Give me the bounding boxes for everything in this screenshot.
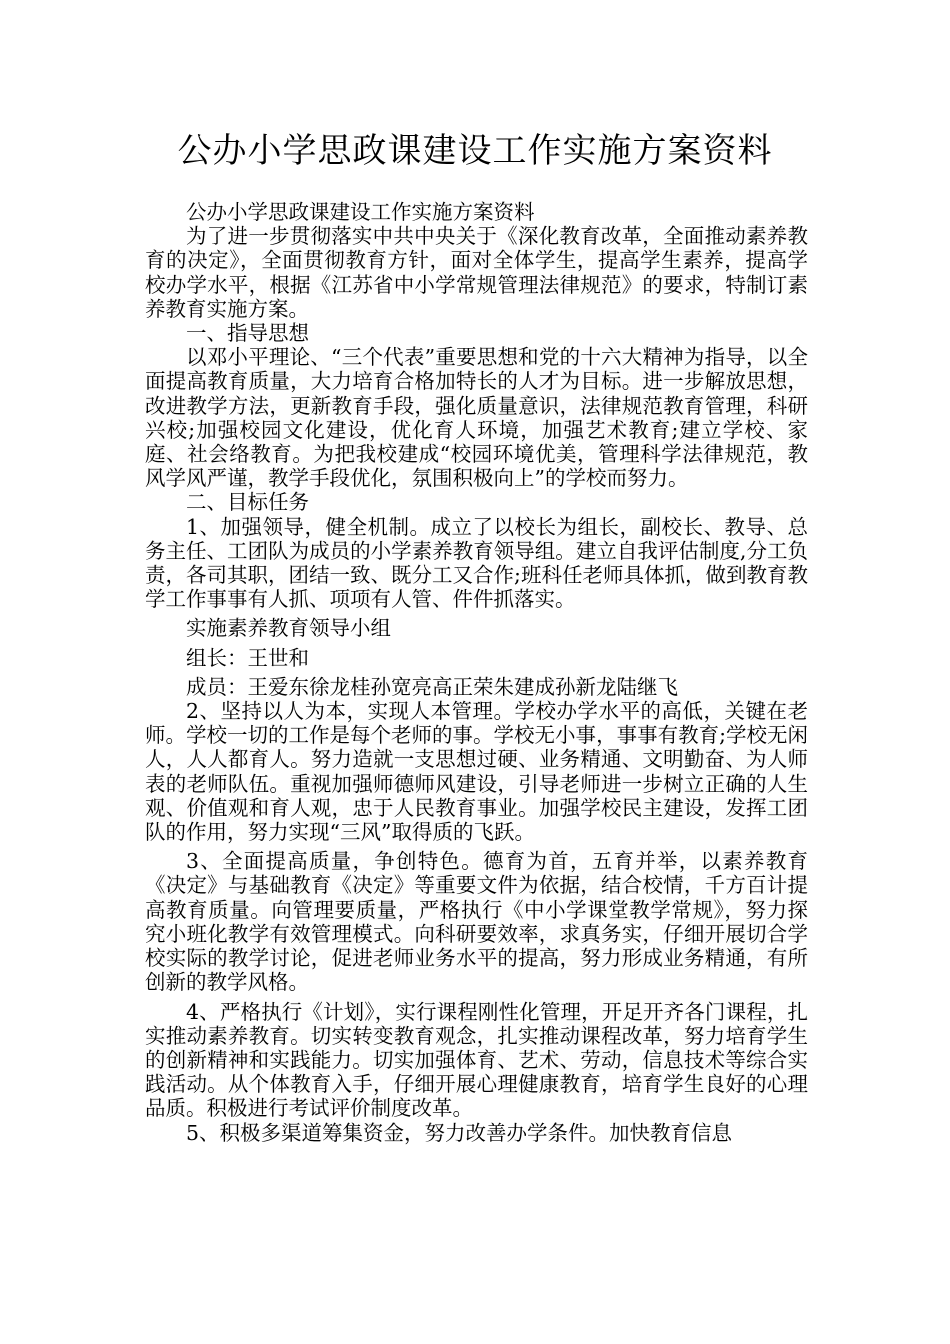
body-paragraph-item-2: 2、坚持以人为本，实现人本管理。学校办学水平的高低，关键在老师。学校一切的工作是每个老师的事。学校无小事，事事有教育;学校无闲人，人人都育人。努力造就一支思想过硬、业务精通、文明勤奋、为人师表的老师队伍。重视加强师德师风建设，引导老师进一步树立正确的人生观、价值观和育人观，忠于人民教育事业。加强学校民主建设，发挥工团队的作用，努力实现“三风”取得质的飞跃。 <box>145 699 808 845</box>
body-paragraph-item-4: 4、严格执行《计划》，实行课程刚性化管理，开足开齐各门课程，扎实推动素养教育。切实转变教育观念，扎实推动课程改革，努力培育学生的创新精神和实践能力。切实加强体育、艺术、劳动，信息技术等综合实践活动。从个体教育入手，仔细开展心理健康教育，培育学生良好的心理品质。积极进行考试评价制度改革。 <box>145 999 808 1121</box>
body-line-group-members: 成员：王爱东徐龙桂孙宽亮高正荣朱建成孙新龙陆继飞 <box>186 674 678 699</box>
body-line-group-leader: 组长：王世和 <box>186 645 309 670</box>
body-paragraph-subtitle: 公办小学思政课建设工作实施方案资料 <box>186 200 535 224</box>
body-paragraph-item-5: 5、积极多渠道筹集资金，努力改善办学条件。加快教育信息 <box>186 1120 733 1145</box>
section-heading-guiding-thought: 一、指导思想 <box>186 321 309 346</box>
body-paragraph-item-1: 1、加强领导，健全机制。成立了以校长为组长，副校长、教导、总务主任、工团队为成员的小学素养教育领导组。建立自我评估制度,分工负责，各司其职，团结一致、既分工又合作;班科任老师具体抓，做到教育教学工作事事有人抓、项项有人管、件件抓落实。 <box>145 514 808 612</box>
document-body <box>145 200 808 1145</box>
document-title: 公办小学思政课建设工作实施方案资料 <box>177 131 773 171</box>
body-paragraph-intro: 为了进一步贯彻落实中共中央关于《深化教育改革，全面推动素养教育的决定》，全面贯彻教育方针，面对全体学生，提高学生素养，提高学校办学水平，根据《江苏省中小学常规管理法律规范》的要求，特制订素养教育实施方案。 <box>145 224 808 321</box>
section-heading-goals: 二、目标任务 <box>186 490 309 515</box>
body-line-leadership-group: 实施素养教育领导小组 <box>186 616 391 641</box>
body-paragraph-guiding-thought: 以邓小平理论、“三个代表”重要思想和党的十六大精神为指导，以全面提高教育质量，大力培育合格加特长的人才为目标。进一步解放思想，改进教学方法，更新教育手段，强化质量意识，法律规范教育管理，科研兴校;加强校园文化建设，优化育人环境，加强艺术教育;建立学校、家庭、社会络教育。为把我校建成“校园环境优美，管理科学法律规范，教风学风严谨，教学手段优化，氛围积极向上”的学校而努力。 <box>145 345 808 491</box>
body-paragraph-item-3: 3、全面提高质量，争创特色。德育为首，五育并举，以素养教育《决定》与基础教育《决定》等重要文件为依据，结合校情，千方百计提高教育质量。向管理要质量，严格执行《中小学课堂教学常规》，努力探究小班化教学有效管理模式。向科研要效率，求真务实，仔细开展切合学校实际的教学讨论，促进老师业务水平的提高，努力形成业务精通，有所创新的教学风格。 <box>145 849 808 995</box>
